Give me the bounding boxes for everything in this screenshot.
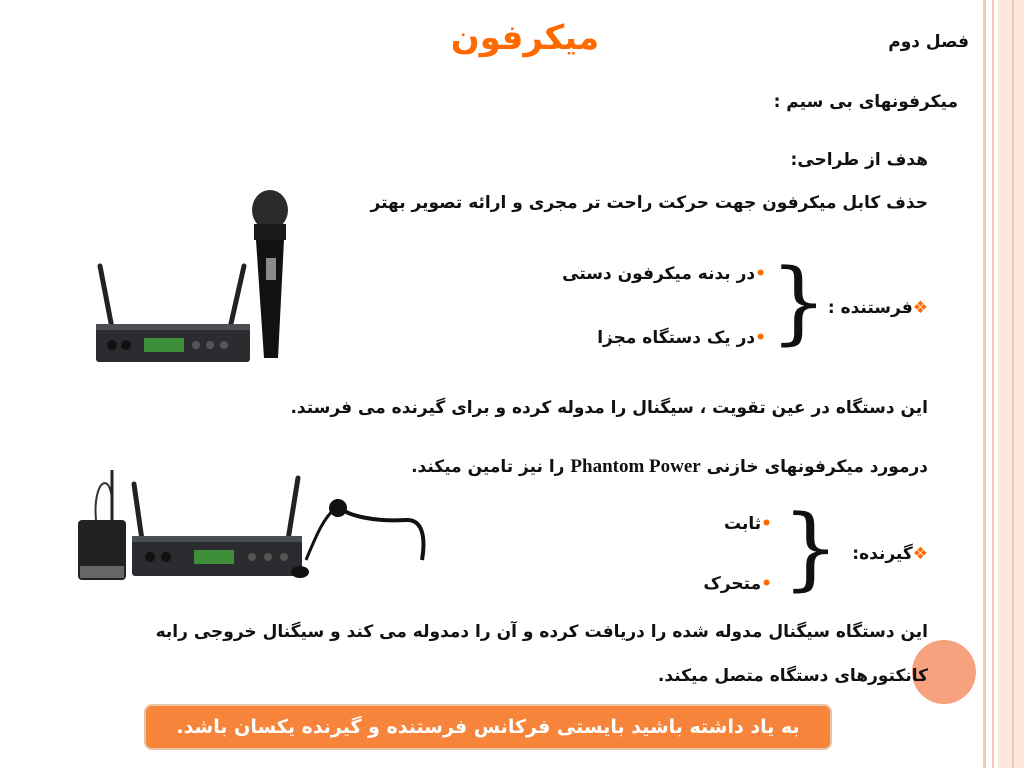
decor-stripe: [983, 0, 986, 768]
receiver-description-line2: کانکتورهای دستگاه متصل میکند.: [657, 666, 928, 686]
transmitter-option-handheld: در بدنه میکرفون دستی: [562, 264, 756, 284]
frequency-note-text: به یاد داشته باشید بایستی فرکانس فرستنده و گیرنده یکسان باشد.: [176, 716, 800, 738]
curly-brace-icon: }: [770, 250, 828, 355]
phantom-line-before: درمورد میکرفونهای خازنی: [706, 457, 928, 477]
transmitter-label-text: فرستنده :: [827, 298, 913, 318]
receiver-option: •متحرک: [703, 574, 772, 594]
decor-stripe-band: [998, 0, 1024, 768]
receiver-option-mobile: متحرک: [703, 574, 762, 594]
receiver-label: [852, 544, 928, 564]
phantom-power-line: [411, 456, 928, 478]
bodypack-receiver-headset-image: [76, 456, 428, 586]
transmitter-description: این دستگاه در عین تقویت ، سیگنال را مدوله کرده و برای گیرنده می فرستد.: [290, 398, 928, 418]
curly-brace-icon: }: [782, 496, 840, 601]
phantom-power-term: Phantom Power: [570, 456, 701, 477]
decor-stripe: [992, 0, 994, 768]
transmitter-label: [828, 298, 928, 318]
transmitter-option-separate: در یک دستگاه مجزا: [597, 328, 756, 348]
diamond-bullet-icon: ❖: [912, 298, 928, 318]
wireless-mic-receiver-image: [92, 188, 292, 384]
page-title: میکرفون: [450, 18, 600, 58]
transmitter-option: •در بدنه میکرفون دستی: [562, 264, 766, 284]
decor-stripe: [1012, 0, 1014, 768]
frequency-note-box: [144, 704, 832, 750]
chapter-label: فصل دوم: [888, 32, 969, 52]
diamond-bullet-icon: ❖: [912, 544, 928, 564]
receiver-option: •ثابت: [723, 514, 772, 534]
phantom-line-after: را نیز تامین میکند.: [411, 457, 565, 477]
receiver-label-text: گیرنده:: [852, 544, 913, 564]
transmitter-option: •در یک دستگاه مجزا: [597, 328, 766, 348]
receiver-description-line1: این دستگاه سیگنال مدوله شده را دریافت کرده و آن را دمدوله می کند و سیگنال خروجی رابه: [155, 622, 928, 642]
goal-text: حذف کابل میکرفون جهت حرکت راحت تر مجری و ارائه تصویر بهتر: [370, 193, 928, 213]
section-heading: میکرفونهای بی سیم :: [773, 92, 958, 112]
goal-label: هدف از طراحی:: [790, 150, 928, 170]
receiver-option-fixed: ثابت: [723, 514, 762, 534]
